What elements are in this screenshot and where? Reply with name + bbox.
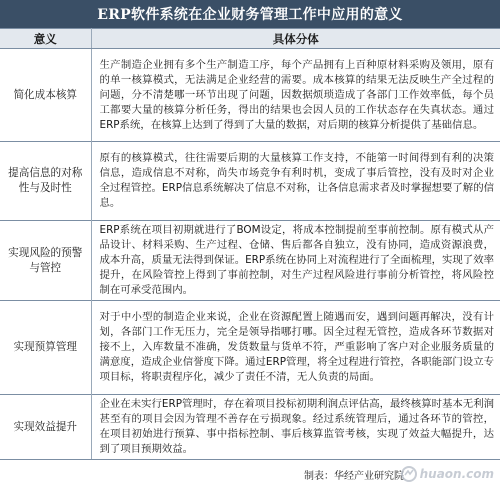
table-title: ERP软件系统在企业财务管理工作中应用的意义 <box>0 0 500 28</box>
table-row <box>0 301 500 395</box>
source-note: 制表：华经产业研究院 <box>304 471 404 482</box>
row-description: 对于中小型的制造企业来说，企业在资源配置上随遇而安，遇到问题再解决，没有计划，各部门工作无压力，完全是领导指哪打哪。因全过程无管控，造成各环节数据对接不上，入库数量不准确，发货数量与货单不符，严重影响了客户对企业服务质量的满意度，造成企业信誉度下降。通过ERP管理，将全过程进行管控，各职能部门设立专项目标，将职责程序化，减少了责任不清，无人负责的局面。 <box>91 301 500 395</box>
table-row <box>0 395 500 460</box>
header-details: 具体分体 <box>91 29 500 49</box>
row-category: 实现预算管理 <box>0 301 91 395</box>
row-description: 企业在未实行ERP管理时，存在着项目投标初期利润点评估高，最终核算时基本无利润甚至有的项目会因为管理不善存在亏损现象。经过系统管理后，通过各环节的管控，在项目初始进行预算、事中指标控制、事后核算监管考核，实现了效益大幅提升，达到了项目预期效益。 <box>91 395 500 460</box>
row-description: 原有的核算模式，往往需要后期的大量核算工作支持，不能第一时间得到有利的决策信息，造成信息不对称，尚失市场竞争有利时机，变成了事后管控，没有及时对企业全过程管控。ERP信息系统解决了信息不对称，让各信息需求者及时掌握想要了解的信息。 <box>91 142 500 221</box>
row-category: 提高信息的对称性与及时性 <box>0 142 91 221</box>
watermark-text: huaon.com <box>419 467 494 481</box>
row-category: 实现风险的预警与管控 <box>0 221 91 301</box>
table-row <box>0 49 500 142</box>
table-row <box>0 221 500 301</box>
header-significance: 意义 <box>0 29 91 49</box>
header-row <box>0 29 500 49</box>
row-description: 生产制造企业拥有多个生产制造工序，每个产品拥有上百种原材料采购及领用，原有的单一核算模式，无法满足企业经营的需要。成本核算的结果无法反映生产全过程的问题，分不清楚哪一环节出现了问题，因数据烦琐造成了各部门工作效率低，每个员工都要大量的核算分析任务，得出的结果也会因人员的工作状态存在失真状态。通过ERP系统，在核算上达到了得到了大量的数据，对后期的核算分析提供了基础信息。 <box>91 49 500 142</box>
significance-table <box>0 28 500 460</box>
row-description: ERP系统在项目初期就进行了BOM设定，将成本控制提前至事前控制。原有模式从产品设计、材料采购、生产过程、仓储、售后都各自独立，没有协同，造成资源浪费，成本升高，质量无法得到保证。ERP系统在协同上对流程进行了全面梳理，实现了效率提升，在风险管控上得到了事前控制，对生产过程风险进行事前分析管控，将风险控制在可承受范围内。 <box>91 221 500 301</box>
row-category: 实现效益提升 <box>0 395 91 460</box>
row-category: 简化成本核算 <box>0 49 91 142</box>
watermark <box>401 466 494 482</box>
watermark-logo-icon <box>401 466 417 482</box>
table-row <box>0 142 500 221</box>
